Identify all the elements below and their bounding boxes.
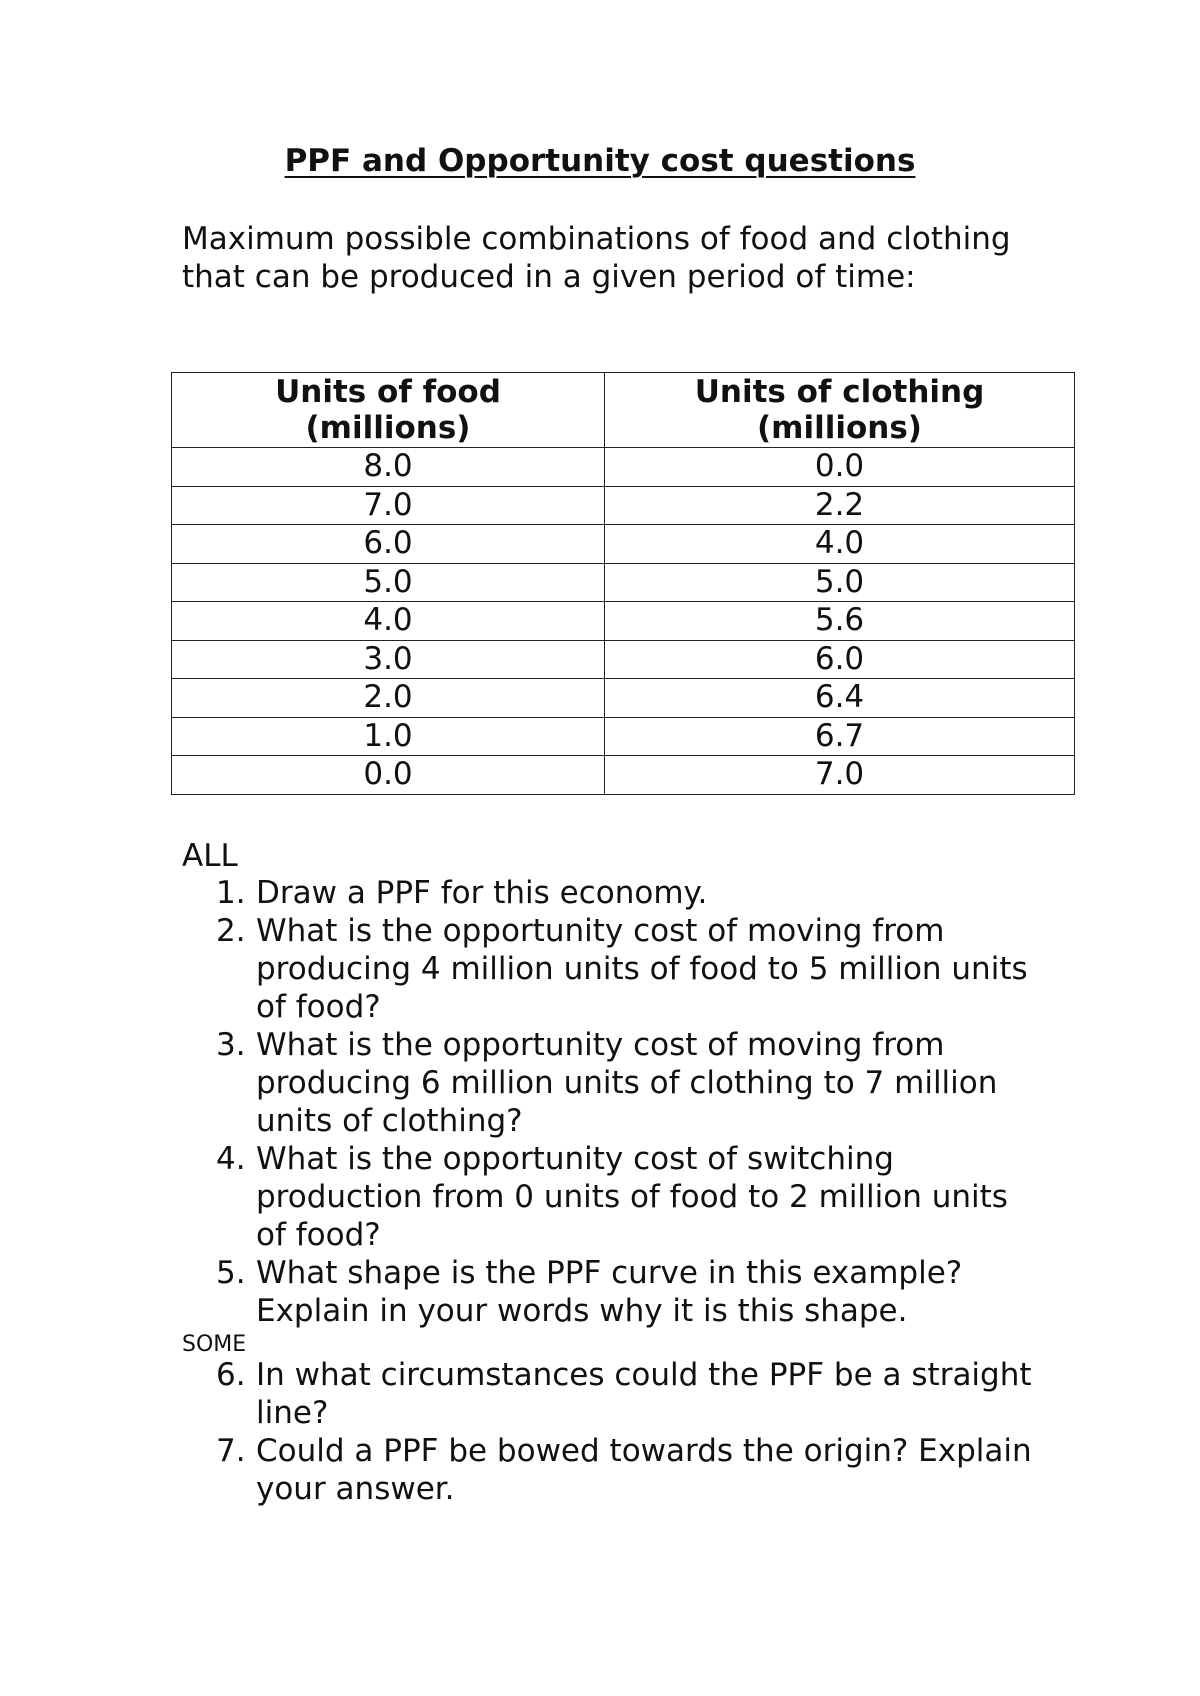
section-some-label: SOME bbox=[182, 1332, 247, 1357]
question-item bbox=[182, 912, 1042, 1026]
question-item bbox=[182, 1026, 1042, 1140]
table-row bbox=[172, 679, 1075, 718]
clothing-cell: 5.6 bbox=[605, 602, 1075, 641]
food-cell: 1.0 bbox=[172, 717, 605, 756]
section-all-label: ALL bbox=[182, 838, 238, 874]
table-header-row bbox=[172, 373, 1075, 448]
header-food bbox=[172, 373, 605, 448]
table-row bbox=[172, 448, 1075, 487]
food-cell: 5.0 bbox=[172, 563, 605, 602]
table-row bbox=[172, 602, 1075, 641]
header-clothing-line1: Units of clothing bbox=[694, 374, 985, 410]
question-text: Could a PPF be bowed towards the origin? Explain your answer. bbox=[256, 1433, 1032, 1507]
question-text: In what circumstances could the PPF be a straight line? bbox=[256, 1357, 1032, 1431]
food-cell: 6.0 bbox=[172, 525, 605, 564]
question-item bbox=[182, 1356, 1042, 1432]
question-text: What shape is the PPF curve in this example? Explain in your words why it is this shape. bbox=[256, 1255, 963, 1329]
question-item bbox=[182, 1254, 1042, 1330]
all-questions-list bbox=[182, 874, 1042, 1330]
food-cell: 8.0 bbox=[172, 448, 605, 487]
food-cell: 4.0 bbox=[172, 602, 605, 641]
clothing-cell: 7.0 bbox=[605, 756, 1075, 795]
question-item bbox=[182, 874, 1042, 912]
header-food-line2: (millions) bbox=[305, 410, 471, 446]
question-number: 2. bbox=[216, 913, 246, 949]
food-cell: 7.0 bbox=[172, 486, 605, 525]
production-table bbox=[171, 372, 1075, 795]
question-text: Draw a PPF for this economy. bbox=[256, 875, 708, 911]
table-row bbox=[172, 640, 1075, 679]
question-text: What is the opportunity cost of switching production from 0 units of food to 2 million units of food? bbox=[256, 1141, 1008, 1253]
clothing-cell: 2.2 bbox=[605, 486, 1075, 525]
header-clothing-line2: (millions) bbox=[757, 410, 922, 446]
table-row bbox=[172, 717, 1075, 756]
header-food-line1: Units of food bbox=[275, 374, 501, 410]
table-row bbox=[172, 563, 1075, 602]
question-number: 4. bbox=[216, 1141, 246, 1177]
clothing-cell: 5.0 bbox=[605, 563, 1075, 602]
question-text: What is the opportunity cost of moving from producing 4 million units of food to 5 million units of food? bbox=[256, 913, 1028, 1025]
food-cell: 2.0 bbox=[172, 679, 605, 718]
some-questions-list bbox=[182, 1356, 1042, 1508]
table-row bbox=[172, 525, 1075, 564]
food-cell: 0.0 bbox=[172, 756, 605, 795]
question-item bbox=[182, 1140, 1042, 1254]
clothing-cell: 0.0 bbox=[605, 448, 1075, 487]
clothing-cell: 4.0 bbox=[605, 525, 1075, 564]
table-row bbox=[172, 756, 1075, 795]
question-number: 3. bbox=[216, 1027, 246, 1063]
header-clothing bbox=[605, 373, 1075, 448]
question-number: 7. bbox=[216, 1433, 246, 1469]
question-item bbox=[182, 1432, 1042, 1508]
intro-text: Maximum possible combinations of food and clothing that can be produced in a given period of time: bbox=[182, 221, 1011, 295]
question-number: 5. bbox=[216, 1255, 246, 1291]
clothing-cell: 6.0 bbox=[605, 640, 1075, 679]
question-number: 6. bbox=[216, 1357, 246, 1393]
question-number: 1. bbox=[216, 875, 246, 911]
table-row bbox=[172, 486, 1075, 525]
clothing-cell: 6.4 bbox=[605, 679, 1075, 718]
page-title: PPF and Opportunity cost questions bbox=[284, 143, 916, 179]
clothing-cell: 6.7 bbox=[605, 717, 1075, 756]
question-text: What is the opportunity cost of moving from producing 6 million units of clothing to 7 million units of clothing? bbox=[256, 1027, 998, 1139]
food-cell: 3.0 bbox=[172, 640, 605, 679]
